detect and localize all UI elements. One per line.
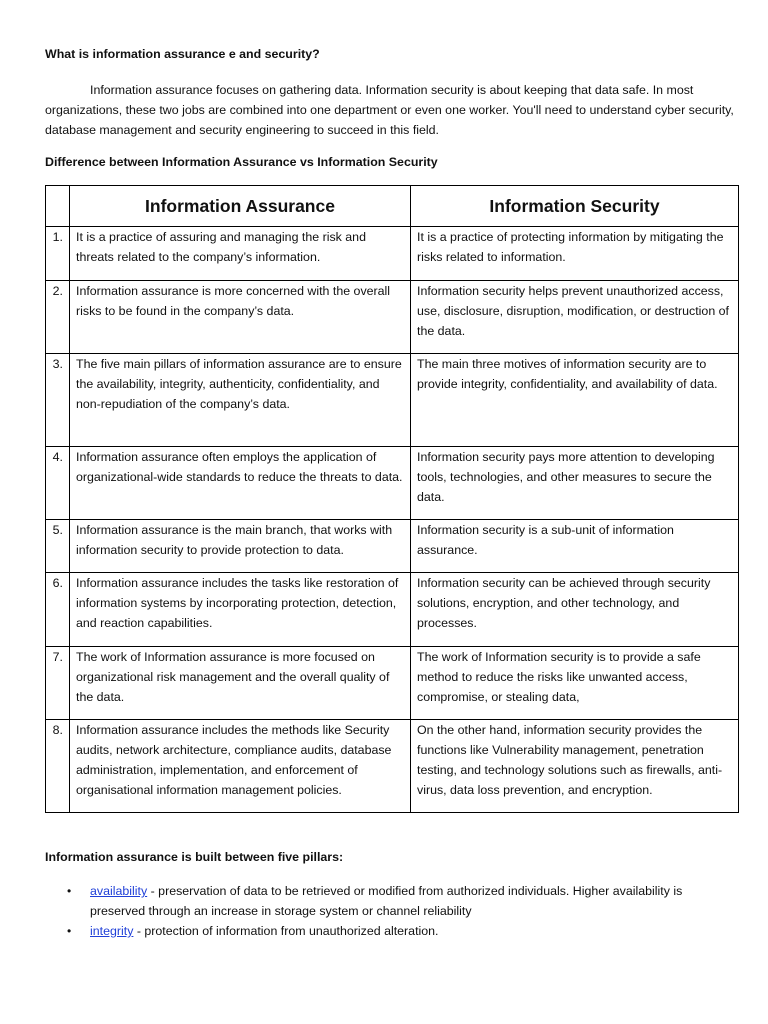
- row-number: 1.: [46, 227, 70, 281]
- table-row: [46, 573, 739, 647]
- row-number: 3.: [46, 354, 70, 447]
- assurance-cell: The five main pillars of information assurance are to ensure the availability, integrity, authenticity, confidentiality, and non-repudiation of the company’s data.: [70, 354, 411, 447]
- header-number: [46, 186, 70, 227]
- list-item: [45, 881, 738, 921]
- assurance-cell: Information assurance often employs the application of organizational-wide standards to reduce the threats to data.: [70, 447, 411, 520]
- pillars-heading: Information assurance is built between five pillars:: [45, 850, 344, 864]
- security-cell: Information security helps prevent unauthorized access, use, disclosure, disruption, modification, or destruction of the data.: [411, 281, 739, 354]
- assurance-cell: Information assurance includes the methods like Security audits, network architecture, compliance audits, database administration, implementation, and enforcement of organisational information management policies.: [70, 720, 411, 813]
- table-row: [46, 227, 739, 281]
- header-information-assurance: Information Assurance: [70, 186, 411, 227]
- integrity-link[interactable]: integrity: [90, 924, 134, 938]
- security-cell: On the other hand, information security provides the functions like Vulnerability management, penetration testing, and technology solutions such as firewalls, anti-virus, data loss prevention, and encryption.: [411, 720, 739, 813]
- table-row: [46, 354, 739, 447]
- comparison-heading: Difference between Information Assurance vs Information Security: [45, 155, 438, 169]
- list-item-text: - preservation of data to be retrieved or modified from authorized individuals. Higher availability is preserved through an increase in storage system or channel reliability: [90, 884, 683, 918]
- assurance-cell: Information assurance is the main branch, that works with information security to provide protection to data.: [70, 520, 411, 573]
- header-information-security: Information Security: [411, 186, 739, 227]
- page-title: What is information assurance e and security?: [45, 47, 320, 61]
- table-row: [46, 520, 739, 573]
- row-number: 6.: [46, 573, 70, 647]
- security-cell: Information security can be achieved through security solutions, encryption, and other technology, and processes.: [411, 573, 739, 647]
- table-row: [46, 281, 739, 354]
- row-number: 8.: [46, 720, 70, 813]
- row-number: 4.: [46, 447, 70, 520]
- row-number: 7.: [46, 647, 70, 720]
- table-header-row: [46, 186, 739, 227]
- intro-paragraph: Information assurance focuses on gathering data. Information security is about keeping that data safe. In most organizations, these two jobs are combined into one department or even one worker. You'll need to understand cyber security, database management and security engineering to succeed in this field.: [45, 83, 734, 137]
- row-number: 2.: [46, 281, 70, 354]
- security-cell: It is a practice of protecting information by mitigating the risks related to information.: [411, 227, 739, 281]
- security-cell: The work of Information security is to provide a safe method to reduce the risks like unwanted access, compromise, or stealing data,: [411, 647, 739, 720]
- security-cell: Information security is a sub-unit of information assurance.: [411, 520, 739, 573]
- security-cell: Information security pays more attention to developing tools, technologies, and other measures to secure the data.: [411, 447, 739, 520]
- assurance-cell: It is a practice of assuring and managing the risk and threats related to the company’s information.: [70, 227, 411, 281]
- assurance-cell: Information assurance includes the tasks like restoration of information systems by incorporating protection, detection, and reaction capabilities.: [70, 573, 411, 647]
- pillars-list: [45, 881, 738, 941]
- row-number: 5.: [46, 520, 70, 573]
- bullet-icon: •: [67, 924, 72, 938]
- list-item: [45, 921, 738, 941]
- table-row: [46, 720, 739, 813]
- table-row: [46, 647, 739, 720]
- document-page: [45, 44, 738, 941]
- comparison-table: [45, 185, 739, 813]
- availability-link[interactable]: availability: [90, 884, 148, 898]
- list-item-text: - protection of information from unauthorized alteration.: [133, 924, 439, 938]
- assurance-cell: Information assurance is more concerned with the overall risks to be found in the company’s data.: [70, 281, 411, 354]
- security-cell: The main three motives of information security are to provide integrity, confidentiality, and availability of data.: [411, 354, 739, 447]
- table-row: [46, 447, 739, 520]
- bullet-icon: •: [67, 884, 72, 898]
- assurance-cell: The work of Information assurance is more focused on organizational risk management and the overall quality of the data.: [70, 647, 411, 720]
